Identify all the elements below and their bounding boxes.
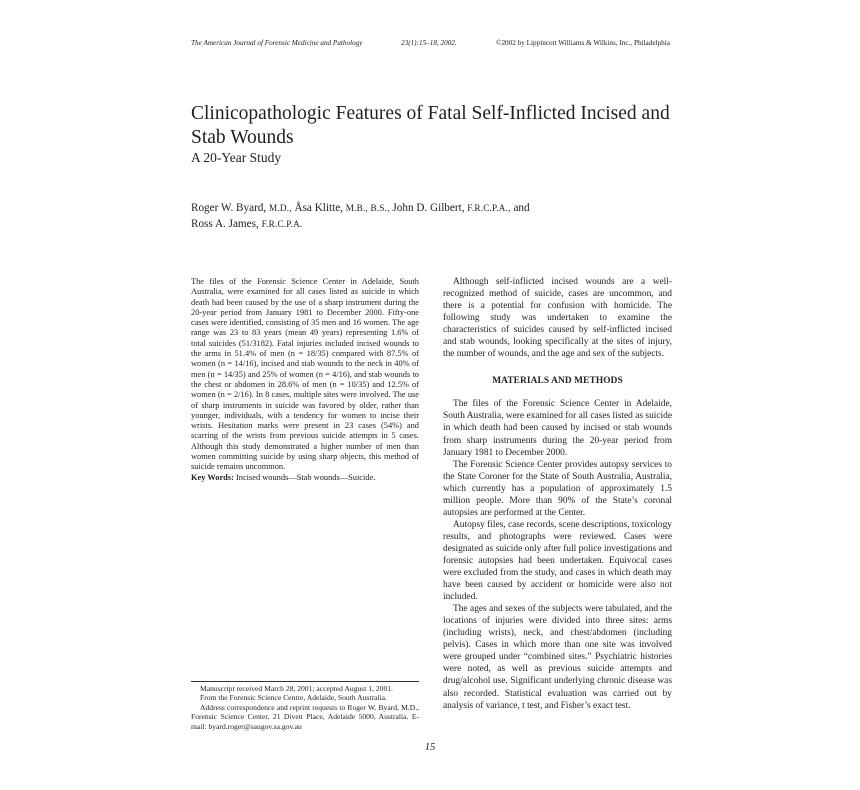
section-heading: MATERIALS AND METHODS <box>492 376 623 387</box>
author-name: Roger W. Byard, <box>191 202 267 214</box>
keywords-label: Key Words: <box>191 472 234 482</box>
body-paragraph: The ages and sexes of the subjects were tabulated, and the locations of injuries were divided into three sites: arms (including wrists), neck, and chest/abdomen (including pelvis). Cases in which more than one site was involved were grouped under “combined sites.” Psychiatric histories were noted, as well as previous suicide attempts and drug/alcohol use. Significant underlying chronic disease was also recorded. Statistical evaluation was carried out by analysis of variance, t test, and Fisher’s exact test. <box>443 604 672 711</box>
body-paragraph: Autopsy files, case records, scene descriptions, toxicology results, and photographs were reviewed. Cases were designated as suicide only after full police investigations and forensic autopsies had been undertaken. Equivocal cases were excluded from the study, and cases in which death may have been caused by accident or homicide were also not included. <box>443 519 672 603</box>
footnotes <box>191 684 419 731</box>
author-conjunction: and <box>513 202 530 214</box>
footnote-affiliation: From the Forensic Science Centre, Adelaide, South Australia. <box>200 693 387 703</box>
keywords-text: Incised wounds—Stab wounds—Suicide. <box>235 472 376 482</box>
keywords <box>191 473 419 483</box>
author-degrees: F.R.C.P.A. <box>261 219 303 229</box>
abstract-text: The files of the Forensic Science Center in Adelaide, South Australia, were examined for all cases listed as suicide in which death had been caused by the use of a sharp instrument during the 20-year period from January 1981 to December 2000. Fifty-one cases were identified, consisting of 35 men and 16 women. The age range was 23 to 83 years (mean 49 years) representing 1.6% of total suicides (51/3182). Fatal injuries included incised wounds to the arms in 51.4% of men (n = 18/35) compared with 87.5% of women (n = 14/16), incised and stab wounds to the neck in 40% of men (n = 14/35) and 25% of women (n = 4/16), and stab wounds to the chest or abdomen in 28.6% of men (n = 10/35) and 12.5% of women (n = 2/16). In 8 cases, multiple sites were involved. The use of sharp instruments in suicide was favored by older, rather than younger, individuals, with a tendency for women to incise their wrists. Hesitation marks were present in 23 cases (54%) and scarring of the wrists from previous suicide attempts in 5 cases. Although this study demonstrated a higher number of men than women committing suicide by using sharp objects, this method of suicide remains uncommon. <box>191 277 419 472</box>
author-name: John D. Gilbert, <box>392 202 465 214</box>
body-paragraph: The files of the Forensic Science Center in Adelaide, South Australia, were examined for all cases listed as suicide in which death had been caused by incised or stab wounds from sharp instruments during the 20-year period from January 1981 to December 2000. <box>443 399 672 458</box>
author-degrees: M.B., B.S., <box>345 203 390 213</box>
author-name: Ross A. James, <box>191 218 259 230</box>
body-paragraph: The Forensic Science Center provides autopsy services to the State Coroner for the State of South Australia, Australia, which currently has a population of approximately 1.5 million people. More than 90% of the State’s coronal autopsies are performed at the Center. <box>443 459 672 518</box>
footnote-correspondence: Address correspondence and reprint requests to Roger W. Byard, M.D., Forensic Science Center, 21 Divett Place, Adelaide 5000, Australia. E-mail: byard.roger@saugov.sa.gov.au <box>191 702 419 731</box>
page-number: 15 <box>424 742 436 753</box>
footnote-divider <box>191 681 419 682</box>
body-column <box>443 276 672 712</box>
abstract <box>191 277 419 483</box>
author-list <box>191 200 611 232</box>
footnote-received: Manuscript received March 28, 2001; accepted August 1, 2001. <box>200 684 393 693</box>
article-title: Clinicopathologic Features of Fatal Self-Inflicted Incised and Stab Wounds <box>191 103 670 148</box>
running-header-journal: The American Journal of Forensic Medicine and Pathology <box>191 39 363 47</box>
intro-paragraph: Although self-inflicted incised wounds are a well-recognized method of suicide, cases are uncommon, and there is a potential for confusion with homicide. The following study was undertaken to examine the characteristics of suicides caused by self-inflicted incised and stab wounds, looking specifically at the sites of injury, the number of wounds, and the age and sex of the subjects. <box>443 277 672 360</box>
running-header-copyright: ©2002 by Lippincott Williams & Wilkins, Inc., Philadelphia <box>496 39 670 47</box>
author-degrees: M.D., <box>269 203 292 213</box>
author-degrees: F.R.C.P.A., <box>467 203 511 213</box>
article-subtitle: A 20-Year Study <box>191 150 282 165</box>
author-name: Åsa Klitte, <box>294 202 343 214</box>
running-header-volume: 23(1):15–18, 2002. <box>401 39 457 47</box>
